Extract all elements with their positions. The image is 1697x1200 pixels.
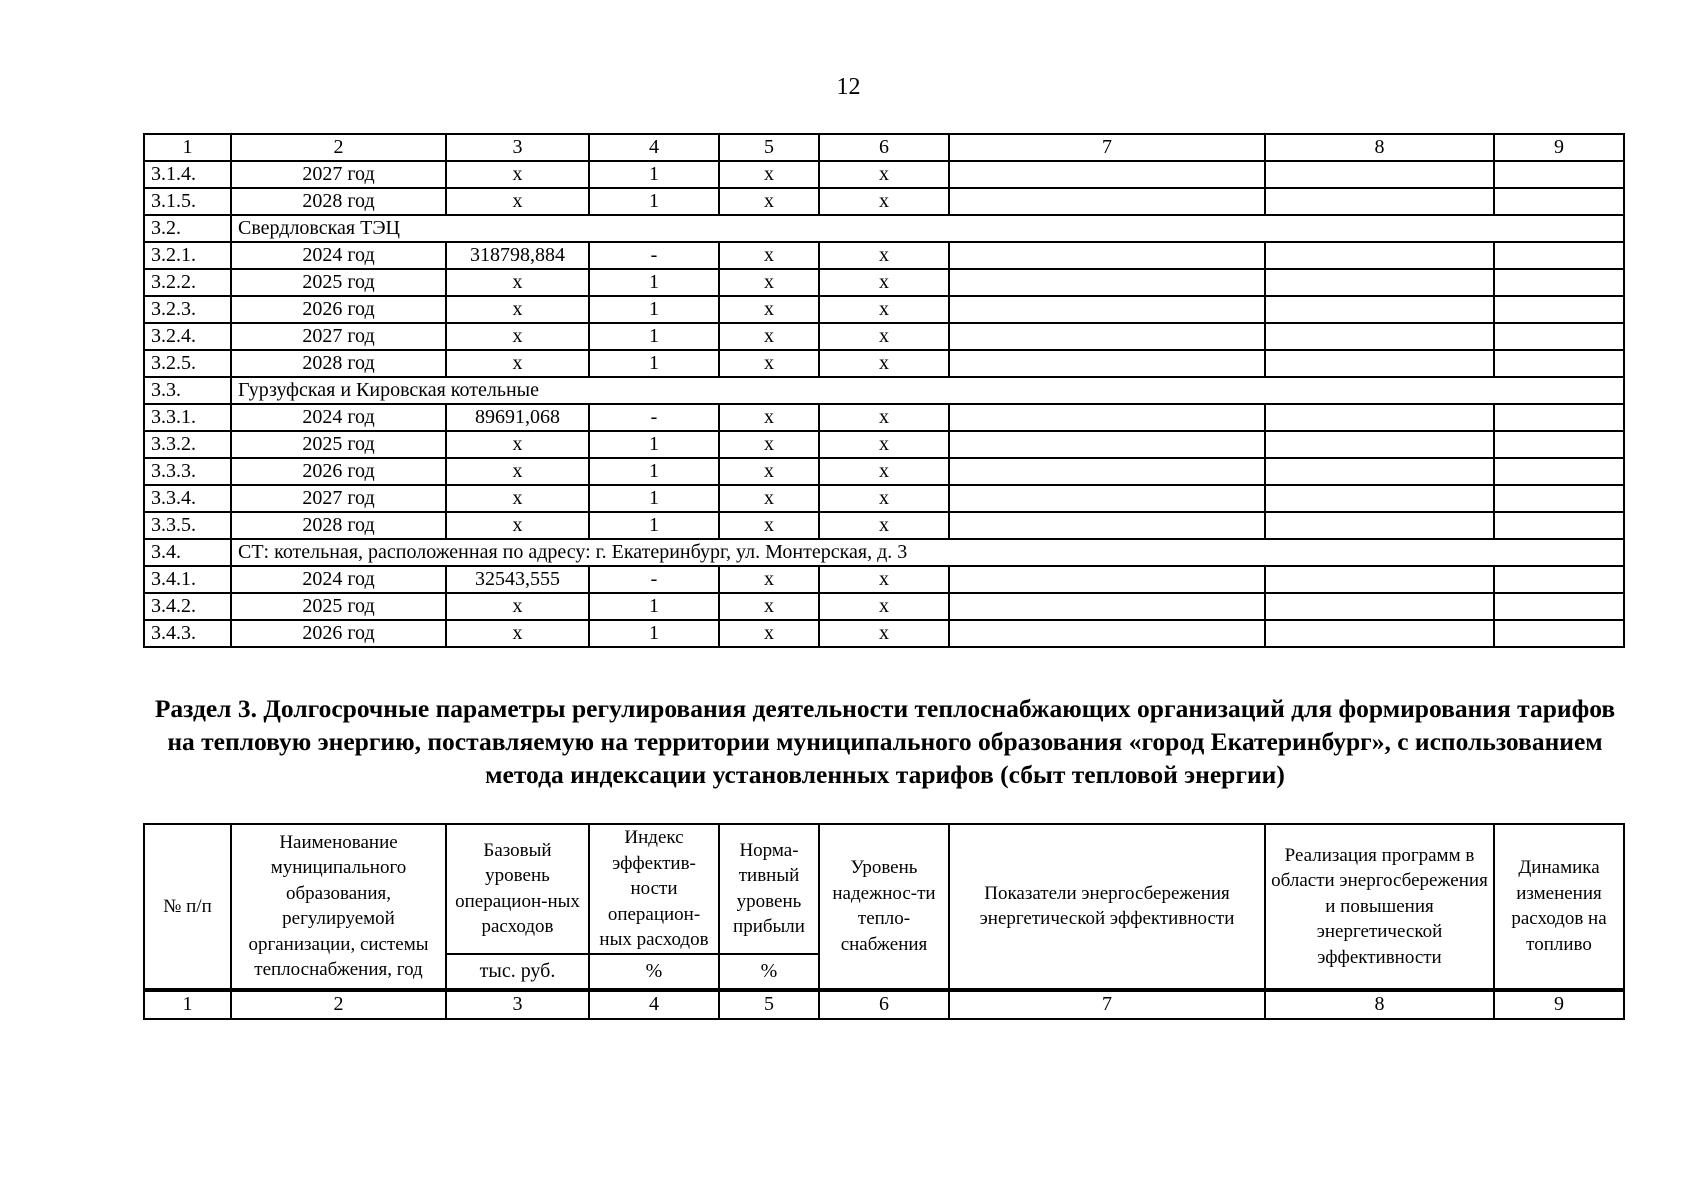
row-year: 2028 год bbox=[231, 512, 446, 539]
energy-saving-cell bbox=[949, 242, 1265, 269]
programs-cell bbox=[1265, 404, 1494, 431]
profit-level-cell: х bbox=[719, 593, 819, 620]
profit-level-cell: х bbox=[719, 161, 819, 188]
column-number: 4 bbox=[589, 990, 719, 1019]
fuel-dynamics-cell bbox=[1494, 404, 1624, 431]
efficiency-index-cell: - bbox=[589, 404, 719, 431]
fuel-dynamics-cell bbox=[1494, 431, 1624, 458]
row-number: 3.2.5. bbox=[144, 350, 231, 377]
table-row bbox=[144, 593, 1624, 620]
operating-costs-table bbox=[143, 133, 1625, 648]
profit-level-cell: х bbox=[719, 566, 819, 593]
row-year: 2024 год bbox=[231, 242, 446, 269]
fuel-dynamics-cell bbox=[1494, 485, 1624, 512]
energy-saving-cell bbox=[949, 620, 1265, 647]
fuel-dynamics-cell bbox=[1494, 323, 1624, 350]
column-number: 2 bbox=[231, 134, 446, 161]
col-header-energy-saving: Показатели энергосбережения энергетической эффективности bbox=[949, 824, 1265, 990]
base-costs-cell: х bbox=[446, 593, 589, 620]
page-number: 12 bbox=[836, 74, 861, 100]
unit-thousand-rub: тыс. руб. bbox=[446, 954, 589, 990]
column-number: 8 bbox=[1265, 990, 1494, 1019]
column-number: 3 bbox=[446, 990, 589, 1019]
row-number: 3.2.2. bbox=[144, 269, 231, 296]
row-number: 3.3.2. bbox=[144, 431, 231, 458]
programs-cell bbox=[1265, 431, 1494, 458]
row-year: 2027 год bbox=[231, 161, 446, 188]
column-number: 5 bbox=[719, 990, 819, 1019]
programs-cell bbox=[1265, 188, 1494, 215]
col-header-base-costs: Базовый уровень операцион-ных расходов bbox=[446, 824, 589, 954]
reliability-cell: х bbox=[819, 458, 949, 485]
fuel-dynamics-cell bbox=[1494, 512, 1624, 539]
column-number: 2 bbox=[231, 990, 446, 1019]
profit-level-cell: х bbox=[719, 242, 819, 269]
energy-saving-cell bbox=[949, 161, 1265, 188]
table-row bbox=[144, 188, 1624, 215]
group-row bbox=[144, 377, 1624, 404]
base-costs-cell: 32543,555 bbox=[446, 566, 589, 593]
table-row bbox=[144, 485, 1624, 512]
base-costs-cell: 318798,884 bbox=[446, 242, 589, 269]
profit-level-cell: х bbox=[719, 269, 819, 296]
col-header-fuel-dynamics: Динамика изменения расходов на топливо bbox=[1494, 824, 1624, 990]
group-row bbox=[144, 539, 1624, 566]
fuel-dynamics-cell bbox=[1494, 593, 1624, 620]
programs-cell bbox=[1265, 296, 1494, 323]
energy-saving-cell bbox=[949, 593, 1265, 620]
profit-level-cell: х bbox=[719, 620, 819, 647]
base-costs-cell: х bbox=[446, 458, 589, 485]
fuel-dynamics-cell bbox=[1494, 566, 1624, 593]
column-number-row bbox=[144, 990, 1624, 1019]
base-costs-cell: х bbox=[446, 161, 589, 188]
efficiency-index-cell: 1 bbox=[589, 188, 719, 215]
energy-saving-cell bbox=[949, 350, 1265, 377]
col-header-number: № п/п bbox=[144, 824, 231, 990]
profit-level-cell: х bbox=[719, 323, 819, 350]
profit-level-cell: х bbox=[719, 431, 819, 458]
column-number: 7 bbox=[949, 134, 1265, 161]
energy-saving-cell bbox=[949, 512, 1265, 539]
table-row bbox=[144, 323, 1624, 350]
group-row bbox=[144, 215, 1624, 242]
fuel-dynamics-cell bbox=[1494, 458, 1624, 485]
group-title: Свердловская ТЭЦ bbox=[231, 215, 1624, 242]
col-header-organization: Наименование муниципального образования, регулируемой организации, системы теплоснабжения, год bbox=[231, 824, 446, 990]
profit-level-cell: х bbox=[719, 512, 819, 539]
row-year: 2026 год bbox=[231, 620, 446, 647]
efficiency-index-cell: 1 bbox=[589, 350, 719, 377]
energy-saving-cell bbox=[949, 269, 1265, 296]
table-row bbox=[144, 566, 1624, 593]
energy-saving-cell bbox=[949, 323, 1265, 350]
reliability-cell: х bbox=[819, 512, 949, 539]
profit-level-cell: х bbox=[719, 350, 819, 377]
reliability-cell: х bbox=[819, 350, 949, 377]
reliability-cell: х bbox=[819, 323, 949, 350]
fuel-dynamics-cell bbox=[1494, 188, 1624, 215]
fuel-dynamics-cell bbox=[1494, 350, 1624, 377]
row-number: 3.3.4. bbox=[144, 485, 231, 512]
efficiency-index-cell: 1 bbox=[589, 485, 719, 512]
base-costs-cell: х bbox=[446, 323, 589, 350]
row-number: 3.1.5. bbox=[144, 188, 231, 215]
row-year: 2027 год bbox=[231, 485, 446, 512]
profit-level-cell: х bbox=[719, 296, 819, 323]
column-number: 1 bbox=[144, 134, 231, 161]
row-number: 3.2.4. bbox=[144, 323, 231, 350]
row-year: 2028 год bbox=[231, 188, 446, 215]
row-year: 2027 год bbox=[231, 323, 446, 350]
programs-cell bbox=[1265, 512, 1494, 539]
row-number: 3.3.5. bbox=[144, 512, 231, 539]
row-number: 3.3. bbox=[144, 377, 231, 404]
base-costs-cell: х bbox=[446, 620, 589, 647]
fuel-dynamics-cell bbox=[1494, 161, 1624, 188]
programs-cell bbox=[1265, 620, 1494, 647]
row-number: 3.2.3. bbox=[144, 296, 231, 323]
efficiency-index-cell: 1 bbox=[589, 593, 719, 620]
col-header-programs: Реализация программ в области энергосбережения и повышения энергетической эффективности bbox=[1265, 824, 1494, 990]
column-number: 5 bbox=[719, 134, 819, 161]
row-year: 2026 год bbox=[231, 296, 446, 323]
efficiency-index-cell: 1 bbox=[589, 620, 719, 647]
section-title: Раздел 3. Долгосрочные параметры регулирования деятельности теплоснабжающих организаций для формирования тарифов на тепловую энергию, поставляемую на территории муниципального образования «город Екатеринбург», с использованием метода индексации установленных тарифов (сбыт тепловой энергии) bbox=[154, 694, 1616, 789]
reliability-cell: х bbox=[819, 161, 949, 188]
efficiency-index-cell: - bbox=[589, 566, 719, 593]
energy-saving-cell bbox=[949, 296, 1265, 323]
programs-cell bbox=[1265, 593, 1494, 620]
energy-saving-cell bbox=[949, 188, 1265, 215]
energy-saving-cell bbox=[949, 458, 1265, 485]
table-row bbox=[144, 620, 1624, 647]
row-year: 2025 год bbox=[231, 593, 446, 620]
row-year: 2024 год bbox=[231, 404, 446, 431]
group-title: СТ: котельная, расположенная по адресу: г. Екатеринбург, ул. Монтерская, д. 3 bbox=[231, 539, 1624, 566]
row-year: 2024 год bbox=[231, 566, 446, 593]
programs-cell bbox=[1265, 458, 1494, 485]
efficiency-index-cell: 1 bbox=[589, 161, 719, 188]
base-costs-cell: х bbox=[446, 512, 589, 539]
reliability-cell: х bbox=[819, 593, 949, 620]
base-costs-cell: х bbox=[446, 485, 589, 512]
base-costs-cell: х bbox=[446, 188, 589, 215]
table-row bbox=[144, 161, 1624, 188]
profit-level-cell: х bbox=[719, 458, 819, 485]
reliability-cell: х bbox=[819, 296, 949, 323]
table-row bbox=[144, 269, 1624, 296]
row-number: 3.2.1. bbox=[144, 242, 231, 269]
column-header-row bbox=[144, 824, 1624, 954]
column-number: 9 bbox=[1494, 990, 1624, 1019]
reliability-cell: х bbox=[819, 566, 949, 593]
programs-cell bbox=[1265, 323, 1494, 350]
programs-cell bbox=[1265, 350, 1494, 377]
fuel-dynamics-cell bbox=[1494, 296, 1624, 323]
reliability-cell: х bbox=[819, 431, 949, 458]
col-header-reliability: Уровень надежнос-ти тепло-снабжения bbox=[819, 824, 949, 990]
column-number: 6 bbox=[819, 134, 949, 161]
column-number: 9 bbox=[1494, 134, 1624, 161]
column-number-row bbox=[144, 134, 1624, 161]
table-row bbox=[144, 242, 1624, 269]
row-number: 3.4.1. bbox=[144, 566, 231, 593]
table-row bbox=[144, 512, 1624, 539]
efficiency-index-cell: 1 bbox=[589, 269, 719, 296]
fuel-dynamics-cell bbox=[1494, 620, 1624, 647]
column-number: 1 bbox=[144, 990, 231, 1019]
group-title: Гурзуфская и Кировская котельные bbox=[231, 377, 1624, 404]
row-number: 3.4.3. bbox=[144, 620, 231, 647]
table-row bbox=[144, 431, 1624, 458]
programs-cell bbox=[1265, 566, 1494, 593]
efficiency-index-cell: 1 bbox=[589, 431, 719, 458]
fuel-dynamics-cell bbox=[1494, 269, 1624, 296]
base-costs-cell: х bbox=[446, 296, 589, 323]
column-number: 4 bbox=[589, 134, 719, 161]
reliability-cell: х bbox=[819, 188, 949, 215]
table-row bbox=[144, 458, 1624, 485]
efficiency-index-cell: 1 bbox=[589, 458, 719, 485]
base-costs-cell: 89691,068 bbox=[446, 404, 589, 431]
col-header-profit-level: Норма-тивный уровень прибыли bbox=[719, 824, 819, 954]
row-year: 2025 год bbox=[231, 269, 446, 296]
programs-cell bbox=[1265, 242, 1494, 269]
row-number: 3.4.2. bbox=[144, 593, 231, 620]
profit-level-cell: х bbox=[719, 404, 819, 431]
reliability-cell: х bbox=[819, 620, 949, 647]
efficiency-index-cell: 1 bbox=[589, 296, 719, 323]
long-term-parameters-table bbox=[143, 823, 1625, 1020]
base-costs-cell: х bbox=[446, 269, 589, 296]
energy-saving-cell bbox=[949, 566, 1265, 593]
column-number: 7 bbox=[949, 990, 1265, 1019]
column-number: 6 bbox=[819, 990, 949, 1019]
unit-percent: % bbox=[719, 954, 819, 990]
programs-cell bbox=[1265, 269, 1494, 296]
table-row bbox=[144, 350, 1624, 377]
profit-level-cell: х bbox=[719, 485, 819, 512]
efficiency-index-cell: - bbox=[589, 242, 719, 269]
table-row bbox=[144, 296, 1624, 323]
column-number: 8 bbox=[1265, 134, 1494, 161]
reliability-cell: х bbox=[819, 242, 949, 269]
table-row bbox=[144, 404, 1624, 431]
programs-cell bbox=[1265, 485, 1494, 512]
fuel-dynamics-cell bbox=[1494, 242, 1624, 269]
base-costs-cell: х bbox=[446, 350, 589, 377]
base-costs-cell: х bbox=[446, 431, 589, 458]
unit-percent: % bbox=[589, 954, 719, 990]
col-header-efficiency-index: Индекс эффектив-ности операцион-ных расходов bbox=[589, 824, 719, 954]
row-number: 3.2. bbox=[144, 215, 231, 242]
efficiency-index-cell: 1 bbox=[589, 512, 719, 539]
row-year: 2025 год bbox=[231, 431, 446, 458]
reliability-cell: х bbox=[819, 485, 949, 512]
row-year: 2026 год bbox=[231, 458, 446, 485]
row-year: 2028 год bbox=[231, 350, 446, 377]
energy-saving-cell bbox=[949, 431, 1265, 458]
row-number: 3.1.4. bbox=[144, 161, 231, 188]
profit-level-cell: х bbox=[719, 188, 819, 215]
row-number: 3.3.1. bbox=[144, 404, 231, 431]
column-number: 3 bbox=[446, 134, 589, 161]
energy-saving-cell bbox=[949, 485, 1265, 512]
row-number: 3.4. bbox=[144, 539, 231, 566]
reliability-cell: х bbox=[819, 404, 949, 431]
programs-cell bbox=[1265, 161, 1494, 188]
row-number: 3.3.3. bbox=[144, 458, 231, 485]
energy-saving-cell bbox=[949, 404, 1265, 431]
reliability-cell: х bbox=[819, 269, 949, 296]
efficiency-index-cell: 1 bbox=[589, 323, 719, 350]
